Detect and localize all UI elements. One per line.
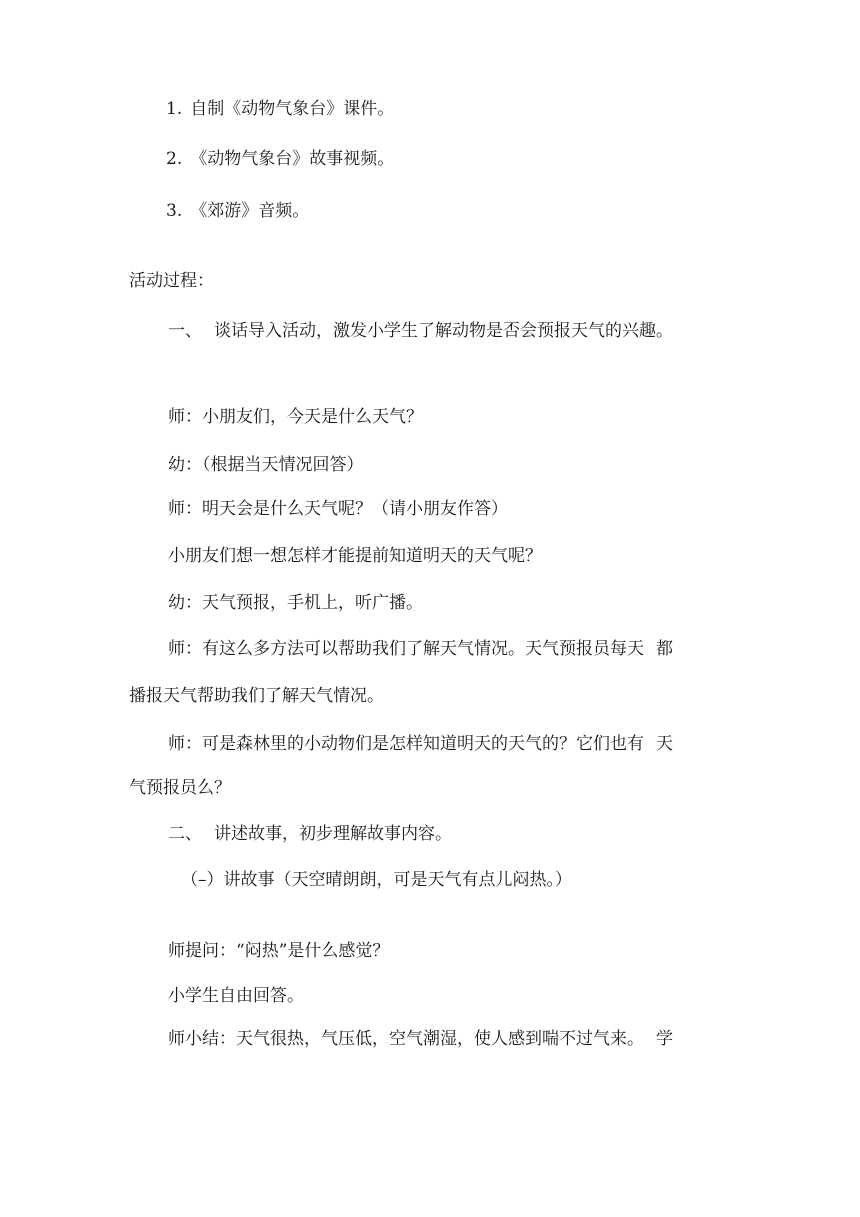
- section-number: 一、: [168, 321, 202, 341]
- list-number: 2.: [166, 149, 183, 169]
- section-title: 谈话导入活动，激发小学生了解动物是否会预报天气的兴趣。: [214, 321, 673, 341]
- dialogue-line: 幼：（根据当天情况回答）: [168, 455, 364, 475]
- list-number: 1.: [166, 99, 183, 119]
- subsection-heading: （–）讲故事（天空晴朗朗，可是天气有点儿闷热。）: [181, 870, 572, 890]
- list-number: 3.: [166, 201, 183, 221]
- material-item-1: [166, 98, 394, 120]
- answer-line: 小学生自由回答。: [168, 986, 304, 1006]
- dialogue-line: 师：明天会是什么天气呢？（请小朋友作答）: [168, 499, 508, 519]
- list-text: 《动物气象台》故事视频。: [190, 149, 395, 169]
- paragraph-1-line-1: 师：有这么多方法可以帮助我们了解天气情况。天气预报员每天 都: [168, 639, 673, 659]
- section-heading-1: [168, 320, 673, 342]
- section-number: 二、: [168, 824, 202, 844]
- section-title: 讲述故事，初步理解故事内容。: [214, 824, 452, 844]
- material-item-2: [166, 148, 394, 170]
- section-heading-2: [168, 823, 452, 845]
- process-heading: 活动过程：: [129, 271, 214, 291]
- paragraph-1-line-2: 播报天气帮助我们了解天气情况。: [129, 686, 384, 706]
- material-item-3: [166, 200, 309, 222]
- paragraph-2-line-2: 气预报员么？: [129, 778, 231, 798]
- paragraph-2-line-1: 师：可是森林里的小动物们是怎样知道明天的天气的？它们也有 天: [168, 734, 673, 754]
- dialogue-line: 幼：天气预报，手机上，听广播。: [168, 593, 423, 613]
- summary-line: 师小结：天气很热，气压低，空气潮湿，使人感到喘不过气来。 学: [168, 1029, 673, 1049]
- list-text: 自制《动物气象台》课件。: [190, 99, 395, 119]
- dialogue-line: 师：小朋友们，今天是什么天气？: [168, 407, 423, 427]
- list-text: 《郊游》音频。: [190, 201, 310, 221]
- dialogue-line: 小朋友们想一想怎样才能提前知道明天的天气呢？: [168, 546, 542, 566]
- question-line: 师提问：“闷热”是什么感觉？: [168, 941, 390, 961]
